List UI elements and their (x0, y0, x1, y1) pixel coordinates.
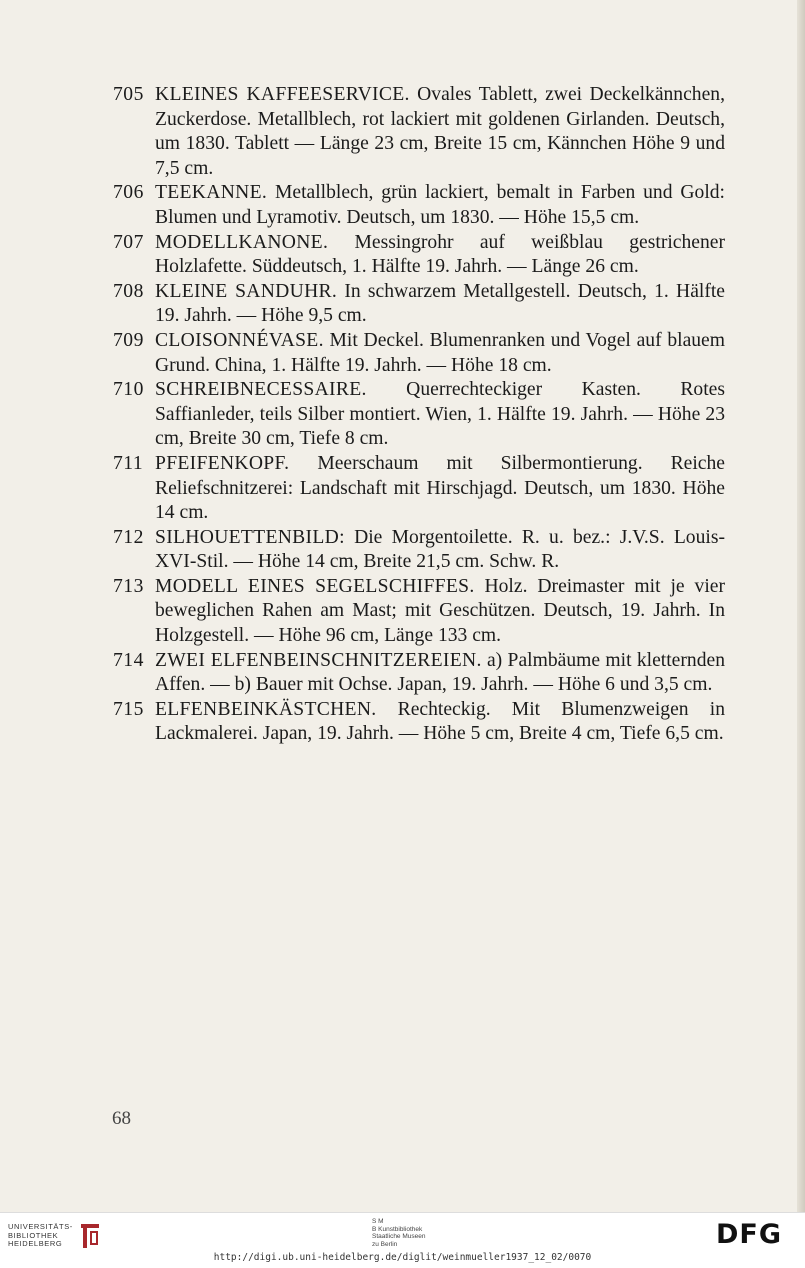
entry-title: ELFENBEINKÄSTCHEN. (155, 698, 377, 720)
entry-title: KLEINE SANDUHR. (155, 280, 338, 302)
entry-number: 715 (113, 698, 144, 720)
entry-title: MODELLKANONE. (155, 231, 329, 253)
kunstbibliothek-logo[interactable] (372, 1218, 425, 1248)
entry-description (155, 280, 725, 329)
entry-title: CLOISONNÉVASE. (155, 329, 324, 351)
entry-number: 711 (113, 452, 144, 474)
university-line: HEIDELBERG (8, 1239, 63, 1249)
entry-description (155, 378, 725, 452)
entry-body: a) Palmbäume mit kletternden Affen. — b) Bauer mit Ochse. Japan, 19. Jahrh. — Höhe 6 und 3,5 cm. (155, 649, 725, 696)
entry-body: Mit Deckel. Blumenranken und Vogel auf blauem Grund. China, 1. Hälfte 19. Jahrh. — Höhe 18 cm. (155, 329, 725, 376)
entry-title: KLEINES KAFFEESERVICE. (155, 84, 410, 105)
university-logo-text (8, 1223, 73, 1249)
entry-number: 714 (113, 649, 144, 671)
catalog-entry (113, 181, 725, 230)
entry-body: In schwarzem Metallgestell. Deutsch, 1. Hälfte 19. Jahrh. — Höhe 9,5 cm. (155, 280, 725, 327)
entry-description (155, 698, 725, 747)
entry-body: Ovales Tablett, zwei Deckelkännchen, Zuckerdose. Metallblech, rot lackiert mit goldenen Girlanden. Deutsch, um 1830. Tablett — Länge 23 cm, Breite 15 cm, Kännchen Höhe 9 und 7,5 cm. (155, 84, 725, 179)
catalog-entry (113, 329, 725, 378)
kunstbibliothek-line: S M (372, 1218, 384, 1225)
university-line: UNIVERSITÄTS- (8, 1222, 73, 1232)
entry-body: Meerschaum mit Silbermontierung. Reiche Reliefschnitzerei: Landschaft mit Hirschjagd. Deutsch, um 1830. Höhe 14 cm. (155, 452, 725, 524)
kunstbibliothek-line: Staatliche Museen (372, 1233, 426, 1241)
catalog-entry (113, 575, 725, 649)
entry-number: 705 (113, 84, 144, 105)
catalog-entries (113, 83, 725, 747)
catalog-entry (113, 649, 725, 698)
entry-body: Die Morgentoilette. R. u. bez.: J.V.S. Louis-XVI-Stil. — Höhe 14 cm, Breite 21,5 cm. Schw. R. (155, 526, 725, 573)
entry-description (155, 649, 725, 698)
entry-number: 710 (113, 379, 144, 401)
entry-body: Holz. Dreimaster mit je vier beweglichen Rahen am Mast; mit Geschützen. Deutsch, 19. Jahrh. In Holzgestell. — Höhe 96 cm, Länge 133 cm. (155, 575, 725, 647)
permalink-url[interactable]: http://digi.ub.uni-heidelberg.de/diglit/weinmueller1937_12_02/0070 (213, 1252, 592, 1263)
entry-description (155, 231, 725, 280)
entry-number: 713 (113, 575, 144, 597)
entry-title: TEEKANNE. (155, 182, 268, 204)
kunstbibliothek-line: zu Berlin (372, 1240, 398, 1248)
catalog-entry (113, 526, 725, 575)
entry-description (155, 329, 725, 378)
entry-number: 709 (113, 329, 144, 351)
entry-description (155, 83, 725, 181)
catalog-entry (113, 378, 725, 452)
entry-number: 712 (113, 526, 144, 548)
entry-title: SCHREIBNECESSAIRE. (155, 379, 367, 401)
catalog-entry (113, 698, 725, 747)
kunstbibliothek-line: B Kunstbibliothek (372, 1225, 423, 1233)
university-crest-icon (79, 1222, 101, 1250)
entry-number: 707 (113, 231, 144, 253)
catalog-entry (113, 280, 725, 329)
page-number: 68 (112, 1108, 131, 1129)
entry-body: Querrechteckiger Kasten. Rotes Saffianleder, teils Silber montiert. Wien, 1. Hälfte 19. Jahrh. — Höhe 23 cm, Breite 30 cm, Tiefe 8 cm. (155, 379, 725, 450)
entry-description (155, 526, 725, 575)
catalog-entry (113, 231, 725, 280)
entry-number: 708 (113, 280, 144, 302)
entry-title: PFEIFENKOPF. (155, 452, 290, 474)
entry-body: Rechteckig. Mit Blumenzweigen in Lackmalerei. Japan, 19. Jahrh. — Höhe 5 cm, Breite 4 cm, Tiefe 6,5 cm. (155, 698, 725, 745)
entry-body: Messingrohr auf weißblau gestrichener Holzlafette. Süddeutsch, 1. Hälfte 19. Jahrh. — Länge 26 cm. (155, 231, 726, 278)
entry-description (155, 575, 725, 649)
dfg-logo[interactable]: DFG (716, 1219, 783, 1250)
university-line: BIBLIOTHEK (8, 1230, 59, 1240)
university-library-logo[interactable] (8, 1222, 101, 1250)
entry-description (155, 181, 725, 230)
entry-description (155, 452, 725, 526)
entry-number: 706 (113, 182, 144, 204)
entry-title: SILHOUETTENBILD: (155, 526, 345, 548)
entry-body: Metallblech, grün lackiert, bemalt in Farben und Gold: Blumen und Lyramotiv. Deutsch, um 1830. — Höhe 15,5 cm. (155, 182, 726, 228)
entry-title: ZWEI ELFENBEINSCHNITZEREIEN. (155, 649, 482, 671)
page-edge-shadow (797, 0, 805, 1212)
catalog-entry (113, 83, 725, 181)
catalog-entry (113, 452, 725, 526)
entry-title: MODELL EINES SEGELSCHIFFES. (155, 575, 475, 597)
